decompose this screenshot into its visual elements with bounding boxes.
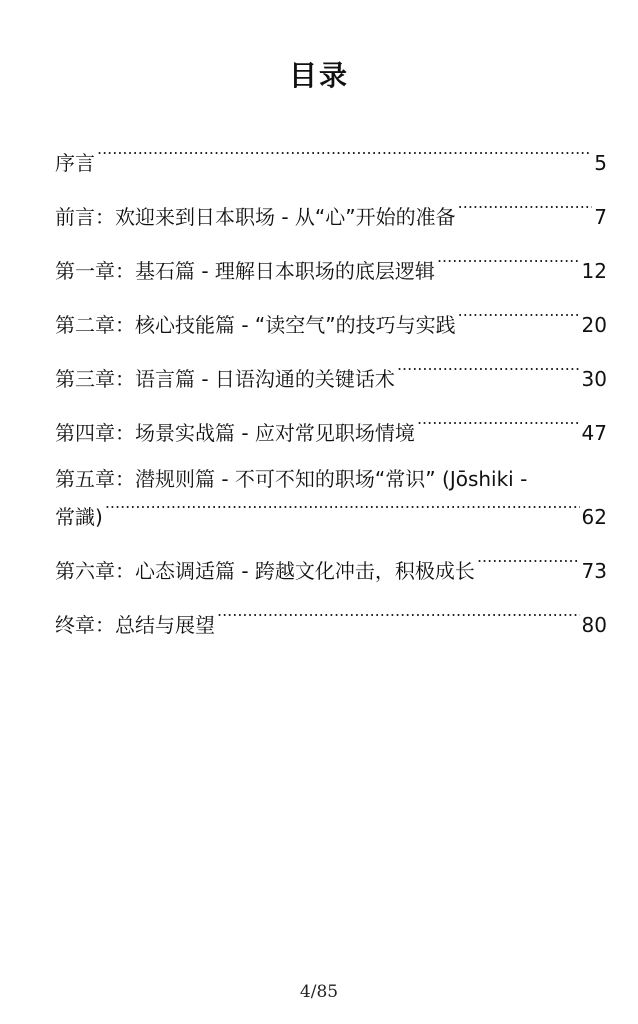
toc-entry-line2 [55, 494, 607, 532]
toc-entry-chapter-6[interactable] [55, 548, 607, 586]
toc-leader-dots [437, 248, 580, 278]
toc-entry-title: 前言：欢迎来到日本职场 - 从“心”开始的准备 [55, 205, 456, 229]
toc-page-number: 20 [581, 313, 607, 337]
toc-page-number: 62 [581, 505, 607, 529]
toc-page-number: 73 [581, 559, 607, 583]
toc-page-number: 30 [581, 367, 607, 391]
toc-leader-dots [417, 410, 580, 440]
toc-entry-foreword[interactable] [55, 194, 607, 232]
toc-page-number: 80 [581, 613, 607, 637]
toc-entry-title: 序言 [55, 151, 95, 175]
toc-entry-chapter-1[interactable] [55, 248, 607, 286]
toc-entry-chapter-3[interactable] [55, 356, 607, 394]
toc-entry-chapter-5[interactable] [55, 464, 607, 532]
toc-entry-title-line1: 第五章：潜规则篇 - 不可不知的职场“常识” (Jōshiki - [55, 467, 528, 491]
page-number-footer: 4/85 [299, 982, 339, 1002]
toc-leader-dots [97, 140, 592, 170]
toc-leader-dots [458, 194, 593, 224]
toc-entry-chapter-2[interactable] [55, 302, 607, 340]
toc-entry-title: 第一章：基石篇 - 理解日本职场的底层逻辑 [55, 259, 435, 283]
toc-page-number: 12 [581, 259, 607, 283]
toc-page-number: 5 [594, 151, 607, 175]
table-of-contents [55, 140, 607, 656]
toc-leader-dots [105, 494, 580, 524]
page-title: 目录 [288, 59, 349, 92]
toc-leader-dots [217, 602, 580, 632]
toc-entry-chapter-4[interactable] [55, 410, 607, 448]
toc-leader-dots [477, 548, 580, 578]
toc-leader-dots [397, 356, 580, 386]
toc-entry-preface[interactable] [55, 140, 607, 178]
toc-entry-title: 第六章：心态调适篇 - 跨越文化冲击，积极成长 [55, 559, 475, 583]
toc-entry-epilogue[interactable] [55, 602, 607, 640]
toc-entry-title: 第四章：场景实战篇 - 应对常见职场情境 [55, 421, 415, 445]
toc-leader-dots [458, 302, 580, 332]
toc-page-number: 47 [581, 421, 607, 445]
toc-entry-title-line2: 常識) [55, 505, 103, 529]
toc-page-number: 7 [594, 205, 607, 229]
toc-entry-title: 第三章：语言篇 - 日语沟通的关键话术 [55, 367, 395, 391]
toc-entry-title: 第二章：核心技能篇 - “读空气”的技巧与实践 [55, 313, 456, 337]
toc-entry-title: 终章：总结与展望 [55, 613, 215, 637]
